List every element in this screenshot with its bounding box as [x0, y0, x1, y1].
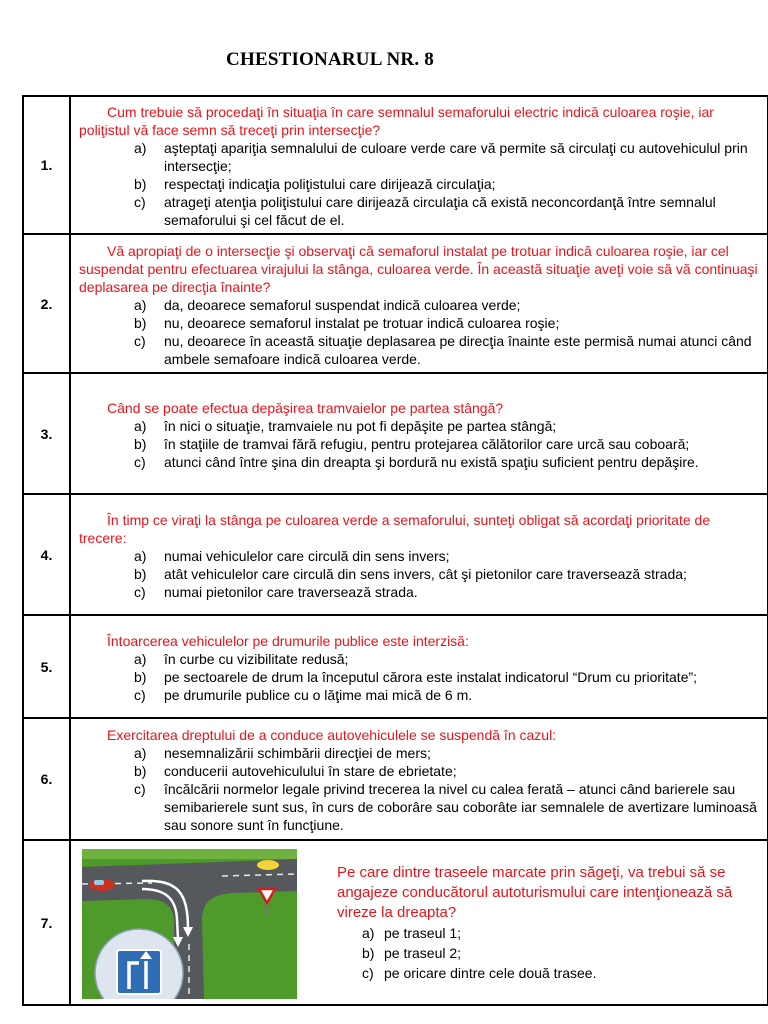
intersection-illustration	[82, 849, 297, 999]
answer-text: pe drumurile publice cu o lăţime mai mică de 6 m.	[164, 686, 473, 703]
answer-text: nesemnalizării schimbării direcţiei de mers;	[164, 745, 431, 761]
question-text: Pe care dintre traseele marcate prin săgeţi, va trebui să se angajeze conducătorul autoturismului care intenţionează să vireze la dreapta?	[337, 864, 733, 921]
question-row-3	[23, 373, 768, 494]
question-body	[70, 96, 768, 234]
answer-text: în curbe cu vizibilitate redusă;	[164, 650, 349, 667]
answer-text: nu, deoarece semaforul instalat pe trotuar indică culoarea roşie;	[164, 314, 560, 331]
answer-option-b[interactable]	[362, 943, 737, 963]
question-row-6	[23, 718, 768, 840]
answer-text: aşteptaţi apariţia semnalului de culoare verde care vă permite să circulaţi cu autovehiculul prin intersecţie;	[164, 140, 748, 174]
answer-option-c[interactable]	[134, 193, 759, 229]
answer-text: da, deoarece semaforul suspendat indică culoarea verde;	[164, 296, 521, 313]
answer-list	[79, 744, 759, 834]
answer-letter: a)	[362, 925, 375, 941]
answer-list	[79, 296, 759, 368]
question-row-1	[23, 96, 768, 234]
question-body	[70, 494, 768, 615]
answer-option-c[interactable]	[134, 583, 759, 601]
answer-letter: c)	[134, 453, 146, 470]
answer-option-b[interactable]	[134, 175, 759, 193]
question-number: 6.	[23, 718, 70, 840]
question-number: 5.	[23, 615, 70, 718]
answer-text: în staţiile de tramvai fără refugiu, pentru protejarea călătorilor care urcă sau coboară;	[164, 435, 690, 452]
answer-option-b[interactable]	[134, 435, 759, 453]
answer-text: atrageţi atenţia poliţistului care dirijează circulaţia că există neconcordanţă între semnalul semaforului şi cel făcut de el.	[164, 194, 716, 228]
answer-option-b[interactable]	[134, 668, 759, 686]
answer-letter: a)	[134, 547, 147, 564]
answer-letter: b)	[134, 565, 147, 582]
question-row-4	[23, 494, 768, 615]
answer-letter: a)	[134, 296, 147, 313]
answer-option-c[interactable]	[362, 963, 737, 983]
questions-table	[22, 95, 768, 1006]
answer-option-a[interactable]	[134, 744, 759, 762]
question-body	[70, 718, 768, 840]
answer-text: încălcării normelor legale privind trecerea la nivel cu calea ferată – atunci când barierele sau semibarierele sunt sus, în curs de coborâre sau coborâte iar semnalele de avertizare luminoasă sau sonore sunt în funcţiune.	[164, 781, 757, 833]
answer-text: nu, deoarece în această situaţie deplasarea pe direcţia înainte este permisă numai atunci când ambele semafoare indică culoarea verde.	[164, 332, 752, 367]
answer-letter: b)	[134, 435, 147, 452]
answer-letter: b)	[134, 668, 147, 685]
question-body	[70, 373, 768, 494]
question-row-2	[23, 234, 768, 373]
answer-text: pe traseul 1;	[384, 925, 462, 941]
answer-letter: a)	[134, 140, 147, 156]
answer-list	[79, 417, 759, 471]
answer-letter: a)	[134, 417, 147, 434]
direction-sign-icon	[117, 950, 161, 994]
document-title: CHESTIONARUL NR. 8	[226, 49, 434, 70]
answer-letter: b)	[134, 314, 147, 331]
answer-option-b[interactable]	[134, 762, 759, 780]
answer-option-b[interactable]	[134, 314, 759, 332]
answer-option-c[interactable]	[134, 453, 759, 471]
question-number: 3.	[23, 373, 70, 494]
car-icon	[89, 879, 115, 891]
answer-letter: a)	[134, 745, 147, 761]
car-icon	[257, 860, 279, 870]
question-body	[70, 615, 768, 718]
answer-letter: b)	[362, 945, 375, 961]
question-number: 1.	[23, 96, 70, 234]
answer-option-c[interactable]	[134, 780, 759, 834]
answer-text: atunci când între şina din dreapta şi bordură nu există spaţiu suficient pentru depăşire.	[164, 453, 699, 470]
answer-list	[337, 923, 737, 983]
answer-text: numai vehiculelor care circulă din sens invers;	[164, 547, 450, 564]
question-row-5	[23, 615, 768, 718]
answer-option-a[interactable]	[134, 139, 759, 175]
question-7-content	[337, 863, 737, 983]
answer-letter: c)	[134, 686, 146, 703]
question-number: 2.	[23, 234, 70, 373]
question-body	[70, 840, 768, 1005]
answer-option-c[interactable]	[134, 332, 759, 368]
question-text: Cum trebuie să procedaţi în situaţia în care semnalul semaforului electric indică culoarea roşie, iar poliţistul vă face semn să treceţi prin intersecţie?	[79, 104, 714, 138]
question-body	[70, 234, 768, 373]
question-text: Vă apropiaţi de o intersecţie şi observaţi că semaforul instalat pe trotuar indică culoarea roşie, iar cel suspendat pentru efectuarea virajului la stânga, culoarea verde. În această situaţie aveţi voie să vă continuaşi deplasarea pe direcţia înainte?	[79, 242, 758, 295]
answer-letter: c)	[134, 781, 146, 797]
question-text: În timp ce viraţi la stânga pe culoarea verde a semaforului, sunteţi obligat să acordaţi prioritate de trecere:	[79, 511, 711, 546]
answer-text: în nici o situaţie, tramvaiele nu pot fi depăşite pe partea stângă;	[164, 417, 557, 434]
answer-list	[79, 139, 759, 229]
answer-option-b[interactable]	[134, 565, 759, 583]
answer-list	[79, 650, 759, 704]
question-row-7	[23, 840, 768, 1005]
answer-letter: c)	[134, 194, 146, 210]
answer-option-c[interactable]	[134, 686, 759, 704]
question-text: Exercitarea dreptului de a conduce autovehiculele se suspendă în cazul:	[107, 727, 557, 743]
answer-letter: c)	[362, 965, 374, 981]
answer-letter: b)	[134, 176, 147, 192]
answer-text: respectaţi indicaţia poliţistului care dirijează circulaţia;	[164, 176, 496, 192]
answer-text: atât vehiculelor care circulă din sens invers, cât şi pietonilor care traversează strada;	[164, 565, 687, 582]
answer-option-a[interactable]	[134, 296, 759, 314]
question-number: 4.	[23, 494, 70, 615]
answer-list	[79, 547, 759, 601]
answer-letter: c)	[134, 332, 146, 349]
answer-letter: a)	[134, 650, 147, 667]
question-text: Când se poate efectua depăşirea tramvaielor pe partea stângă?	[107, 399, 504, 416]
answer-text: pe traseul 2;	[384, 945, 462, 961]
answer-letter: b)	[134, 763, 147, 779]
question-text: Întoarcerea vehiculelor pe drumurile publice este interzisă:	[107, 632, 469, 649]
answer-text: numai pietonilor care traversează strada.	[164, 583, 418, 600]
question-number: 7.	[23, 840, 70, 1005]
answer-letter: c)	[134, 583, 146, 600]
answer-option-a[interactable]	[362, 923, 737, 943]
answer-option-a[interactable]	[134, 547, 759, 565]
answer-text: pe oricare dintre cele două trasee.	[384, 965, 597, 981]
answer-option-a[interactable]	[134, 650, 759, 668]
answer-text: pe sectoarele de drum la începutul cărora este instalat indicatorul “Drum cu prioritate”;	[164, 668, 698, 685]
answer-option-a[interactable]	[134, 417, 759, 435]
answer-text: conducerii autovehiculului în stare de ebrietate;	[164, 763, 457, 779]
